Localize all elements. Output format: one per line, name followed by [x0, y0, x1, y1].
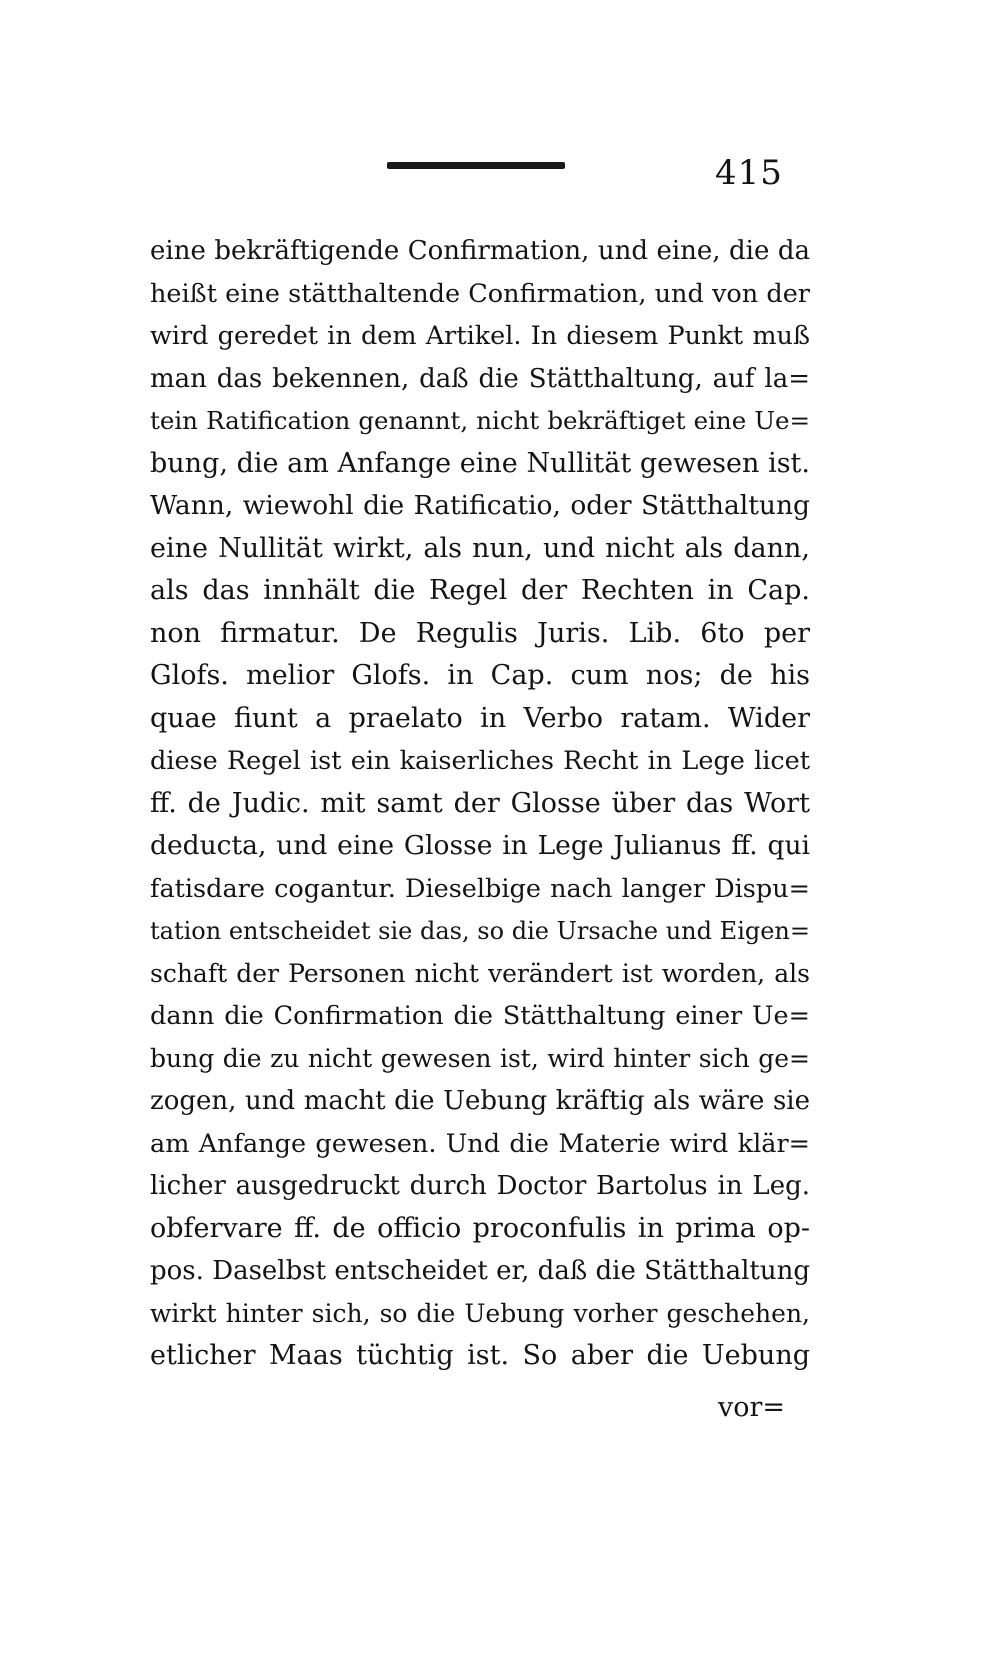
- text-line: eine Nullität wirkt, als nun, und nicht als dann,: [150, 532, 810, 564]
- text-line: quae fiunt a praelato in Verbo ratam. Wider: [150, 702, 810, 734]
- text-line: Glofs. melior Glofs. in Cap. cum nos; de his: [150, 660, 810, 691]
- text-line: am Anfange gewesen. Und die Materie wird klär=: [150, 1128, 810, 1159]
- text-line: licher ausgedruckt durch Doctor Bartolus in Leg.: [150, 1171, 810, 1201]
- text-line: schaft der Personen nicht verändert ist worden, als: [150, 958, 810, 988]
- text-line: obfervare ff. de officio proconfulis in prima op-: [150, 1212, 810, 1244]
- text-line: wird geredet in dem Artikel. In diesem Punkt muß: [150, 321, 810, 351]
- text-line: tation entscheidet sie das, so die Ursache und Eigen=: [150, 917, 810, 945]
- text-line: bung, die am Anfange eine Nullität gewesen ist.: [150, 447, 810, 479]
- text-line: tein Ratification genannt, nicht bekräftiget eine Ue=: [150, 406, 810, 435]
- header-rule: [387, 162, 565, 169]
- text-line: fatisdare cogantur. Dieselbige nach langer Dispu=: [150, 873, 810, 904]
- text-line: wirkt hinter sich, so die Uebung vorher geschehen,: [150, 1298, 810, 1328]
- text-line: deducta, und eine Glosse in Lege Julianus ff. qui: [150, 830, 810, 861]
- text-line: Wann, wiewohl die Ratificatio, oder Stätthaltung: [150, 490, 810, 521]
- body-text: [150, 230, 810, 1378]
- text-line: dann die Confirmation die Stätthaltung einer Ue=: [150, 1001, 810, 1031]
- text-line: heißt eine stätthaltende Confirmation, und von der: [150, 278, 810, 309]
- text-line: ff. de Judic. mit samt der Glosse über das Wort: [150, 787, 810, 819]
- text-line: etlicher Maas tüchtig ist. So aber die Uebung: [150, 1340, 810, 1371]
- text-line: diese Regel ist ein kaiserliches Recht in Lege licet: [150, 746, 810, 776]
- page-number: 415: [715, 153, 783, 193]
- text-line: bung die zu nicht gewesen ist, wird hinter sich ge=: [150, 1043, 810, 1073]
- catchword: vor=: [718, 1392, 786, 1423]
- text-line: zogen, und macht die Uebung kräftig als wäre sie: [150, 1086, 810, 1116]
- text-line: non firmatur. De Regulis Juris. Lib. 6to per: [150, 617, 810, 649]
- text-line: als das innhält die Regel der Rechten in Cap.: [150, 575, 810, 606]
- text-line: eine bekräftigende Confirmation, und eine, die da: [150, 236, 810, 266]
- text-line: man das bekennen, daß die Stätthaltung, auf la=: [150, 363, 810, 394]
- text-line: pos. Daselbst entscheidet er, daß die Stätthaltung: [150, 1256, 810, 1286]
